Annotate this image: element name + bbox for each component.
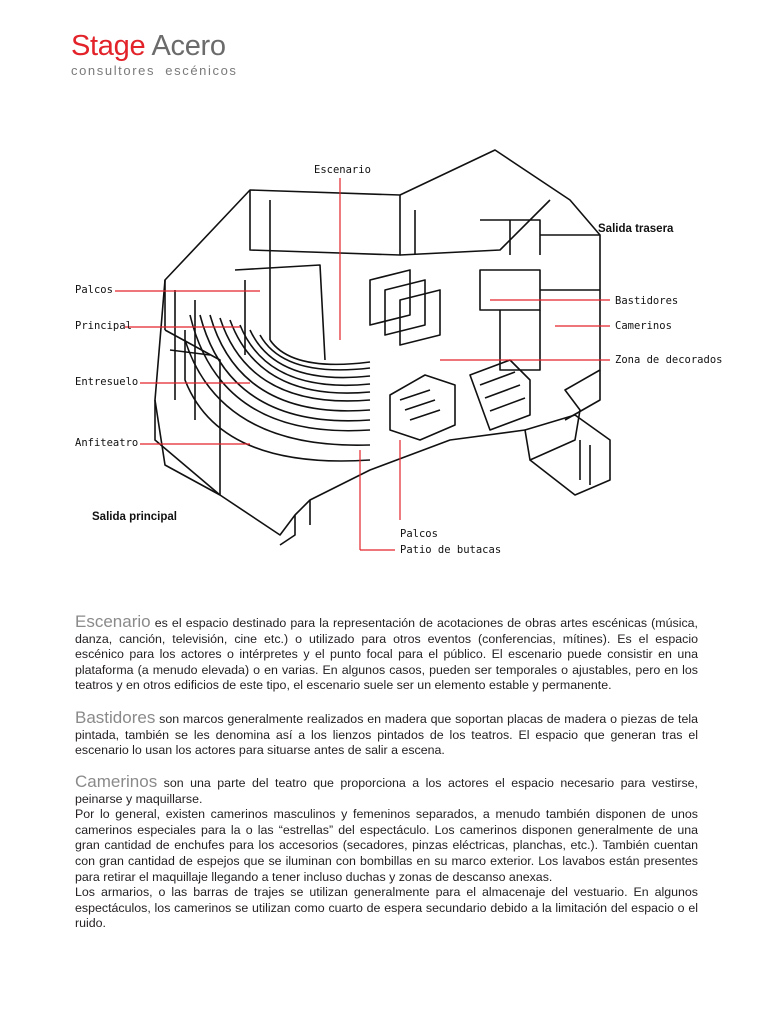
section-bastidores [75,710,698,759]
term-camerinos: Camerinos [75,772,158,791]
brand-logo [71,30,238,78]
section-escenario [75,614,698,694]
label-patio-butacas: Patio de butacas [400,544,502,556]
label-anfiteatro: Anfiteatro [75,437,139,449]
theatre-diagram [70,140,723,570]
section-camerinos-paragraph: Los armarios, o las barras de trajes se utilizan generalmente para el almacenaje del vestuario. En algunos espectáculos, los camerinos se utilizan como cuarto de espera secundario debido a la limitación del espacio o el ruido. [75,885,698,931]
term-bastidores: Bastidores [75,708,156,727]
label-salida-principal: Salida principal [92,511,177,523]
label-palcos-bottom: Palcos [400,528,438,540]
section-camerinos-intro [75,774,698,807]
label-bastidores: Bastidores [615,295,679,307]
brand-stage: Stage [71,30,146,62]
brand-acero: Acero [151,30,226,62]
brand-tagline: consultores escénicos [71,63,238,78]
label-zona-decorados: Zona de decorados [615,354,723,366]
section-camerinos [75,774,698,932]
section-escenario-body: es el espacio destinado para la representación de acotaciones de obras artes escénicas (música, danza, canción, televisión, cine etc.) o utilizado para otros eventos (conferencias, mítines). Es el espacio escénico para los actores o intérpretes y el punto focal para el público. El escenario puede consistir en una plataforma (a menudo elevada) o en varias. En algunos casos, pueden ser temporales o ajustables, pero en los teatros y en otros edificios de este tipo, el escenario suele ser un elemento estable y permanente. [75,616,698,693]
section-bastidores-body: son marcos generalmente realizados en madera que soportan placas de madera o piezas de tela pintada, también se les denomina así a los lienzos pintados de los teatros. El espacio que generan tras el escenario lo usan los actores para situarse antes de salir a escena. [75,712,698,758]
label-salida-trasera: Salida trasera [598,223,674,235]
term-escenario: Escenario [75,612,151,631]
label-palcos-left: Palcos [75,284,113,296]
section-camerinos-body: son una parte del teatro que proporciona a los actores el espacio necesario para vestirse, peinarse y maquillarse. [75,776,698,806]
section-camerinos-paragraph: Por lo general, existen camerinos masculinos y femeninos separados, a menudo también disponen de unos camerinos especiales para la o las “estrellas” del espectáculo. Los camerinos disponen generalmente de una gran cantidad de enchufes para los accesorios (secadores, pinzas eléctricas, planchas, etc.). También cuentan con gran cantidad de espejos que se iluminan con bombillas en su marco exterior. Los lavabos están presentes para retirar el maquillaje llegando a tener incluso duchas y zonas de descanso anexas. [75,807,698,884]
label-entresuelo: Entresuelo [75,376,139,388]
label-principal: Principal [75,320,132,332]
label-camerinos: Camerinos [615,320,672,332]
label-escenario: Escenario [314,164,371,176]
brand-title [71,30,238,62]
